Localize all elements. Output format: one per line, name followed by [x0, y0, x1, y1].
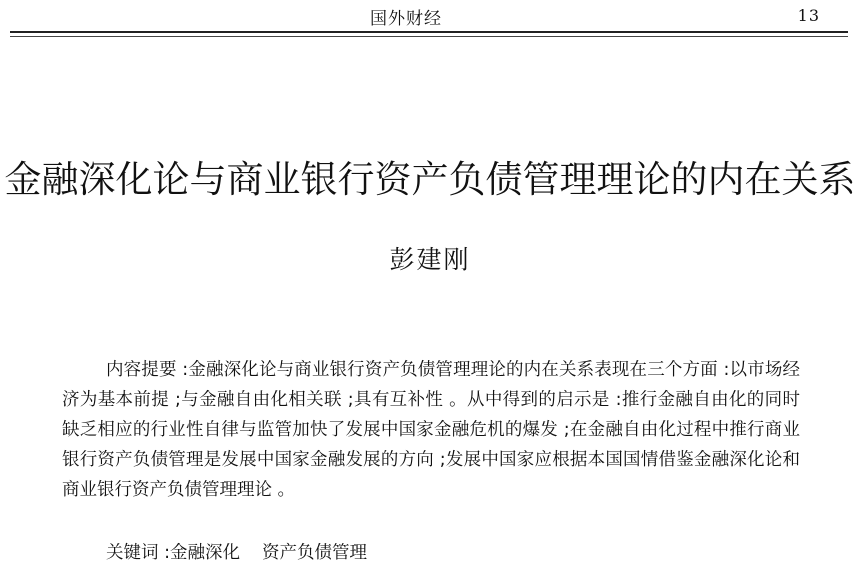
journal-name: 国外财经 [370, 9, 442, 29]
keywords-label: 关键词 : [106, 543, 170, 563]
keywords [106, 538, 367, 568]
header-rule-thick [10, 31, 848, 33]
page-number: 13 [797, 6, 820, 25]
keyword-2: 资产负债管理 [261, 543, 367, 563]
abstract-label: 内容提要 : [106, 360, 189, 380]
running-header [0, 0, 860, 40]
keyword-1: 金融深化 [169, 543, 240, 563]
paper-title: 金融深化论与商业银行资产负债管理理论的内在关系 [4, 157, 856, 201]
abstract-text: 金融深化论与商业银行资产负债管理理论的内在关系表现在三个方面 :以市场经济为基本前提 ;与金融自由化相关联 ;具有互补性 。从中得到的启示是 :推行金融自由化的同时缺乏相应的行业性自律与监管加快了发展中国家金融危机的爆发 ;在金融自由化过程中推行商业银行资产负债管理是发展中国家金融发展的方向 ;发展中国家应根据本国国情借鉴金融深化论和商业银行资产负债管理理论 。 [62, 360, 800, 500]
abstract [62, 355, 800, 505]
author-name: 彭建刚 [389, 245, 471, 274]
header-rule-thin [10, 36, 848, 37]
